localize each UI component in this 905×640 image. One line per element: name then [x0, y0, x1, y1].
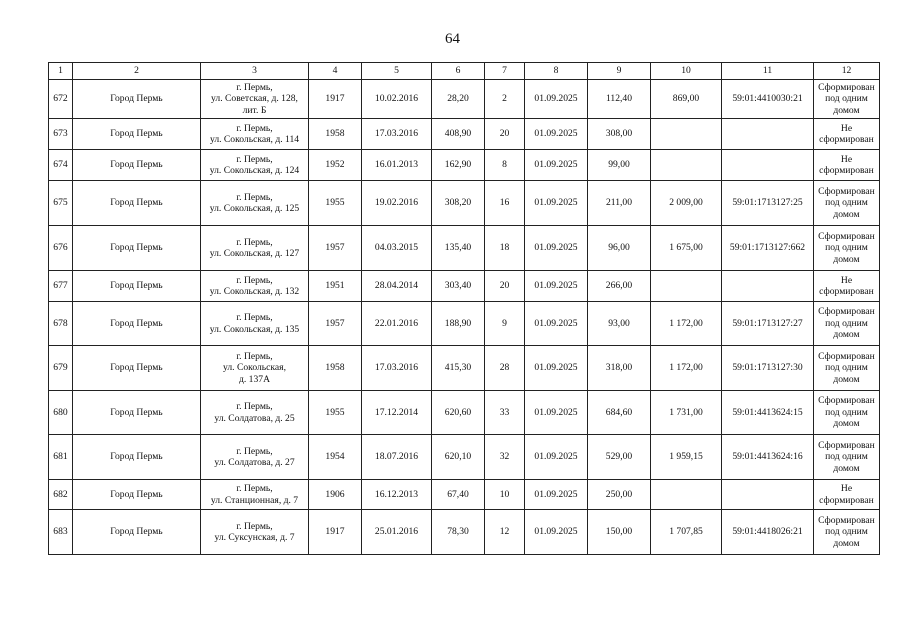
address-cell	[201, 480, 309, 510]
area-cell: 135,40	[432, 226, 485, 271]
status-cell	[814, 181, 880, 226]
deadline-date-cell: 01.09.2025	[525, 150, 588, 181]
deadline-date-cell: 01.09.2025	[525, 480, 588, 510]
address-cell	[201, 510, 309, 555]
status-line: под одним	[825, 317, 868, 329]
status-line: домом	[833, 373, 860, 385]
area-cell: 303,40	[432, 271, 485, 302]
table-row	[49, 271, 880, 302]
municipality-cell: Город Пермь	[73, 346, 201, 391]
page-number: 64	[445, 31, 460, 47]
row-number-cell: 676	[49, 226, 73, 271]
status-line: сформирован	[819, 134, 874, 145]
column-header: 2	[73, 63, 201, 80]
column-header: 9	[588, 63, 651, 80]
cadastral-number-cell: 59:01:1713127:25	[722, 181, 814, 226]
address-line: д. 137А	[239, 373, 270, 385]
address-line: ул. Сокольская, д. 135	[209, 323, 300, 335]
land-area-cell: 1 731,00	[651, 391, 722, 435]
year-built-cell: 1955	[309, 391, 362, 435]
count-cell: 16	[485, 181, 525, 226]
table-row	[49, 181, 880, 226]
land-area-cell	[651, 150, 722, 181]
deadline-date-cell: 01.09.2025	[525, 181, 588, 226]
cadastral-number-cell	[722, 271, 814, 302]
value-cell: 308,00	[588, 119, 651, 150]
status-cell	[814, 391, 880, 435]
status-line: Не	[840, 122, 853, 134]
status-line: под одним	[825, 526, 868, 538]
status-cell	[814, 435, 880, 480]
row-number-cell: 680	[49, 391, 73, 435]
address-cell	[201, 435, 309, 480]
cadastral-number-cell	[722, 119, 814, 150]
status-cell	[814, 150, 880, 181]
status-line: сформирован	[819, 286, 874, 297]
table-row	[49, 150, 880, 181]
status-line: под одним	[825, 242, 868, 254]
cadastral-number-cell: 59:01:4413624:15	[722, 391, 814, 435]
status-line: домом	[833, 104, 860, 116]
address-line: ул. Суксунская, д. 7	[214, 532, 295, 543]
row-number-cell: 675	[49, 181, 73, 226]
address-line: ул. Солдатова, д. 25	[214, 412, 295, 424]
municipality-cell: Город Пермь	[73, 435, 201, 480]
date-cell: 19.02.2016	[362, 181, 432, 226]
status-cell	[814, 271, 880, 302]
value-cell: 318,00	[588, 346, 651, 391]
column-header: 6	[432, 63, 485, 80]
column-header: 4	[309, 63, 362, 80]
row-number-cell: 673	[49, 119, 73, 150]
address-line: ул. Сокольская, д. 132	[209, 286, 300, 297]
municipality-cell: Город Пермь	[73, 391, 201, 435]
address-line: г. Пермь,	[236, 350, 273, 362]
status-line: Сформирован	[818, 514, 875, 526]
address-line: лит. Б	[242, 104, 267, 116]
land-area-cell: 1 172,00	[651, 302, 722, 346]
status-cell	[814, 480, 880, 510]
deadline-date-cell: 01.09.2025	[525, 435, 588, 480]
column-header: 10	[651, 63, 722, 80]
status-cell	[814, 510, 880, 555]
address-cell	[201, 391, 309, 435]
deadline-date-cell: 01.09.2025	[525, 80, 588, 119]
date-cell: 18.07.2016	[362, 435, 432, 480]
date-cell: 17.12.2014	[362, 391, 432, 435]
deadline-date-cell: 01.09.2025	[525, 226, 588, 271]
address-line: г. Пермь,	[236, 153, 273, 165]
land-area-cell: 1 675,00	[651, 226, 722, 271]
area-cell: 162,90	[432, 150, 485, 181]
count-cell: 20	[485, 271, 525, 302]
address-line: г. Пермь,	[236, 401, 273, 412]
year-built-cell: 1954	[309, 435, 362, 480]
status-line: домом	[833, 537, 860, 549]
status-line: под одним	[825, 197, 868, 209]
address-line: г. Пермь,	[236, 274, 273, 286]
status-line: Сформирован	[818, 439, 875, 451]
land-area-cell: 1 707,85	[651, 510, 722, 555]
address-line: г. Пермь,	[236, 483, 273, 494]
count-cell: 12	[485, 510, 525, 555]
status-line: под одним	[825, 93, 868, 105]
area-cell: 415,30	[432, 346, 485, 391]
cadastral-number-cell: 59:01:4413624:16	[722, 435, 814, 480]
date-cell: 25.01.2016	[362, 510, 432, 555]
cadastral-number-cell: 59:01:1713127:30	[722, 346, 814, 391]
municipality-cell: Город Пермь	[73, 271, 201, 302]
table-row	[49, 391, 880, 435]
municipality-cell: Город Пермь	[73, 181, 201, 226]
address-line: ул. Станционная, д. 7	[210, 494, 299, 506]
land-area-cell	[651, 271, 722, 302]
value-cell: 529,00	[588, 435, 651, 480]
count-cell: 8	[485, 150, 525, 181]
area-cell: 408,90	[432, 119, 485, 150]
status-line: Сформирован	[818, 230, 875, 242]
deadline-date-cell: 01.09.2025	[525, 510, 588, 555]
table-row	[49, 226, 880, 271]
value-cell: 684,60	[588, 391, 651, 435]
address-cell	[201, 226, 309, 271]
status-line: домом	[833, 253, 860, 265]
value-cell: 93,00	[588, 302, 651, 346]
address-line: г. Пермь,	[236, 312, 273, 323]
column-header: 5	[362, 63, 432, 80]
column-header: 11	[722, 63, 814, 80]
status-cell	[814, 119, 880, 150]
year-built-cell: 1958	[309, 119, 362, 150]
status-cell	[814, 346, 880, 391]
row-number-cell: 679	[49, 346, 73, 391]
land-area-cell: 2 009,00	[651, 181, 722, 226]
status-line: Сформирован	[818, 306, 875, 318]
status-line: Не	[840, 274, 853, 286]
address-cell	[201, 346, 309, 391]
row-number-cell: 682	[49, 480, 73, 510]
address-line: ул. Сокольская, д. 114	[209, 134, 300, 145]
column-header: 1	[49, 63, 73, 80]
year-built-cell: 1958	[309, 346, 362, 391]
status-line: сформирован	[819, 165, 874, 176]
municipality-cell: Город Пермь	[73, 226, 201, 271]
address-line: ул. Сокольская, д. 125	[209, 203, 300, 214]
address-line: ул. Солдатова, д. 27	[214, 457, 295, 468]
land-area-cell: 1 172,00	[651, 346, 722, 391]
cadastral-number-cell	[722, 480, 814, 510]
deadline-date-cell: 01.09.2025	[525, 346, 588, 391]
count-cell: 20	[485, 119, 525, 150]
status-cell	[814, 226, 880, 271]
area-cell: 620,60	[432, 391, 485, 435]
status-cell	[814, 80, 880, 119]
table-row	[49, 302, 880, 346]
land-area-cell: 1 959,15	[651, 435, 722, 480]
header-row	[49, 63, 880, 80]
status-line: под одним	[825, 362, 868, 374]
land-area-cell	[651, 119, 722, 150]
column-header: 12	[814, 63, 880, 80]
value-cell: 250,00	[588, 480, 651, 510]
year-built-cell: 1917	[309, 80, 362, 119]
municipality-cell: Город Пермь	[73, 302, 201, 346]
value-cell: 150,00	[588, 510, 651, 555]
year-built-cell: 1952	[309, 150, 362, 181]
status-line: Сформирован	[818, 81, 875, 93]
date-cell: 16.01.2013	[362, 150, 432, 181]
address-cell	[201, 181, 309, 226]
address-line: г. Пермь,	[236, 236, 273, 248]
address-line: ул. Сокольская, д. 127	[209, 248, 300, 259]
table-row	[49, 435, 880, 480]
year-built-cell: 1957	[309, 226, 362, 271]
address-line: г. Пермь,	[236, 520, 273, 532]
deadline-date-cell: 01.09.2025	[525, 391, 588, 435]
municipality-cell: Город Пермь	[73, 80, 201, 119]
column-header: 7	[485, 63, 525, 80]
date-cell: 16.12.2013	[362, 480, 432, 510]
count-cell: 32	[485, 435, 525, 480]
area-cell: 28,20	[432, 80, 485, 119]
count-cell: 2	[485, 80, 525, 119]
municipality-cell: Город Пермь	[73, 480, 201, 510]
status-line: Сформирован	[818, 185, 875, 197]
year-built-cell: 1906	[309, 480, 362, 510]
address-cell	[201, 80, 309, 119]
address-cell	[201, 150, 309, 181]
count-cell: 33	[485, 391, 525, 435]
count-cell: 9	[485, 302, 525, 346]
value-cell: 96,00	[588, 226, 651, 271]
cadastral-number-cell: 59:01:4418026:21	[722, 510, 814, 555]
row-number-cell: 678	[49, 302, 73, 346]
address-line: ул. Сокольская, д. 124	[209, 165, 300, 176]
status-line: домом	[833, 208, 860, 220]
row-number-cell: 674	[49, 150, 73, 181]
address-line: г. Пермь,	[236, 122, 273, 134]
area-cell: 308,20	[432, 181, 485, 226]
address-line: г. Пермь,	[236, 191, 273, 203]
value-cell: 266,00	[588, 271, 651, 302]
year-built-cell: 1955	[309, 181, 362, 226]
address-line: ул. Сокольская,	[222, 362, 286, 374]
status-line: сформирован	[819, 494, 874, 506]
address-cell	[201, 271, 309, 302]
status-line: Сформирован	[818, 395, 875, 407]
count-cell: 18	[485, 226, 525, 271]
status-line: Сформирован	[818, 350, 875, 362]
status-cell	[814, 302, 880, 346]
date-cell: 28.04.2014	[362, 271, 432, 302]
value-cell: 99,00	[588, 150, 651, 181]
table-row	[49, 480, 880, 510]
date-cell: 17.03.2016	[362, 119, 432, 150]
row-number-cell: 672	[49, 80, 73, 119]
table-row	[49, 119, 880, 150]
count-cell: 28	[485, 346, 525, 391]
cadastral-number-cell: 59:01:1713127:27	[722, 302, 814, 346]
deadline-date-cell: 01.09.2025	[525, 119, 588, 150]
status-line: домом	[833, 462, 860, 474]
date-cell: 22.01.2016	[362, 302, 432, 346]
row-number-cell: 677	[49, 271, 73, 302]
year-built-cell: 1951	[309, 271, 362, 302]
year-built-cell: 1957	[309, 302, 362, 346]
date-cell: 10.02.2016	[362, 80, 432, 119]
deadline-date-cell: 01.09.2025	[525, 302, 588, 346]
status-line: под одним	[825, 451, 868, 463]
area-cell: 620,10	[432, 435, 485, 480]
count-cell: 10	[485, 480, 525, 510]
deadline-date-cell: 01.09.2025	[525, 271, 588, 302]
year-built-cell: 1917	[309, 510, 362, 555]
address-cell	[201, 119, 309, 150]
area-cell: 67,40	[432, 480, 485, 510]
address-cell	[201, 302, 309, 346]
date-cell: 04.03.2015	[362, 226, 432, 271]
housing-registry-table	[48, 62, 880, 555]
municipality-cell: Город Пермь	[73, 119, 201, 150]
row-number-cell: 683	[49, 510, 73, 555]
cadastral-number-cell: 59:01:4410030:21	[722, 80, 814, 119]
municipality-cell: Город Пермь	[73, 510, 201, 555]
value-cell: 211,00	[588, 181, 651, 226]
table-row	[49, 346, 880, 391]
status-line: домом	[833, 329, 860, 341]
status-line: Не	[840, 483, 853, 494]
area-cell: 188,90	[432, 302, 485, 346]
table-row	[49, 80, 880, 119]
municipality-cell: Город Пермь	[73, 150, 201, 181]
column-header: 8	[525, 63, 588, 80]
land-area-cell	[651, 480, 722, 510]
status-line: Не	[840, 153, 853, 165]
column-header: 3	[201, 63, 309, 80]
address-line: г. Пермь,	[236, 445, 273, 457]
area-cell: 78,30	[432, 510, 485, 555]
cadastral-number-cell	[722, 150, 814, 181]
value-cell: 112,40	[588, 80, 651, 119]
land-area-cell: 869,00	[651, 80, 722, 119]
address-line: ул. Советская, д. 128,	[211, 93, 298, 105]
address-line: г. Пермь,	[236, 81, 273, 93]
cadastral-number-cell: 59:01:1713127:662	[722, 226, 814, 271]
status-line: под одним	[825, 406, 868, 418]
date-cell: 17.03.2016	[362, 346, 432, 391]
table-row	[49, 510, 880, 555]
status-line: домом	[833, 418, 860, 430]
row-number-cell: 681	[49, 435, 73, 480]
